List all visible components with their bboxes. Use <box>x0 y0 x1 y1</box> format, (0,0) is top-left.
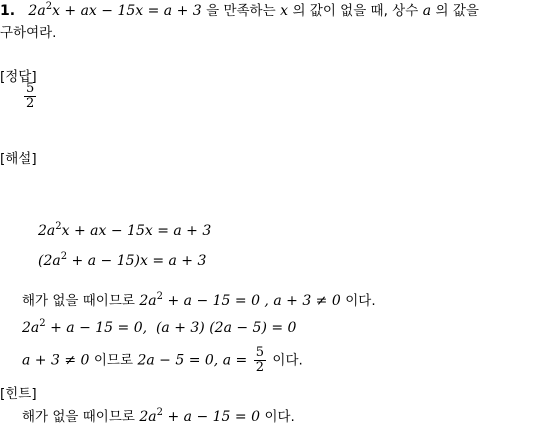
hint-label: [힌트] <box>0 386 37 402</box>
answer-value <box>22 82 38 111</box>
solution-line3-fraction <box>254 346 266 375</box>
problem-line-2: 구하여라. <box>0 25 57 41</box>
problem-text-mid2: 의 값이 없을 때, 상수 <box>292 3 419 19</box>
answer-fraction <box>24 82 36 111</box>
hint-eq: $2a^2 + a - 15 = 0$ <box>139 407 260 425</box>
answer-denominator: 2 <box>26 96 35 111</box>
solution-line1-eq: $2a^2 + a - 15 = 0$ , <box>139 291 269 309</box>
problem-number: 1. <box>0 3 16 19</box>
problem-text-mid: 을 만족하는 <box>206 3 276 19</box>
problem-var-a: a <box>422 3 432 19</box>
solution-line-3 <box>22 346 303 375</box>
hint-text-c: 이다. <box>264 409 295 425</box>
solution-line3-eq: 2a − 5 = 0, a = <box>137 352 248 369</box>
solution-line-1 <box>22 292 376 310</box>
solution-line3-text-b: 이므로 <box>93 352 134 369</box>
problem-var-x: x <box>280 3 288 19</box>
hint-text-a: 해가 없을 때이므로 <box>22 409 135 425</box>
solution-eq-1: $2a^2x$ + ax − 15x = a + 3 <box>38 221 212 239</box>
problem-text-end: 의 값을 <box>435 3 479 19</box>
solution-line1-text-d: 이다. <box>345 293 376 309</box>
solution-line3-denominator: 2 <box>255 360 264 375</box>
solution-line3-text-d: 이다. <box>272 352 303 369</box>
hint-line <box>22 408 295 426</box>
solution-line-2: $2a^2 + a - 15 = 0$, (a + 3) (2a − 5) = 0 <box>22 318 297 336</box>
solution-line3-numerator: 5 <box>255 345 264 360</box>
answer-label: [정답] <box>0 69 37 85</box>
answer-numerator: 5 <box>26 81 35 96</box>
solution-line1-ineq: a + 3 ≠ 0 <box>273 293 341 309</box>
problem-line-1 <box>0 2 479 20</box>
problem-equation: $2a^2x$ + ax − 15x = a + 3 <box>28 1 202 19</box>
solution-line1-text-a: 해가 없을 때이므로 <box>22 293 135 309</box>
solution-eq-2: $(2a^2 + a - 15)x = a + 3$ <box>38 251 207 269</box>
solution-label: [해설] <box>0 151 37 167</box>
solution-line3-ineq: a + 3 ≠ 0 <box>22 352 90 369</box>
